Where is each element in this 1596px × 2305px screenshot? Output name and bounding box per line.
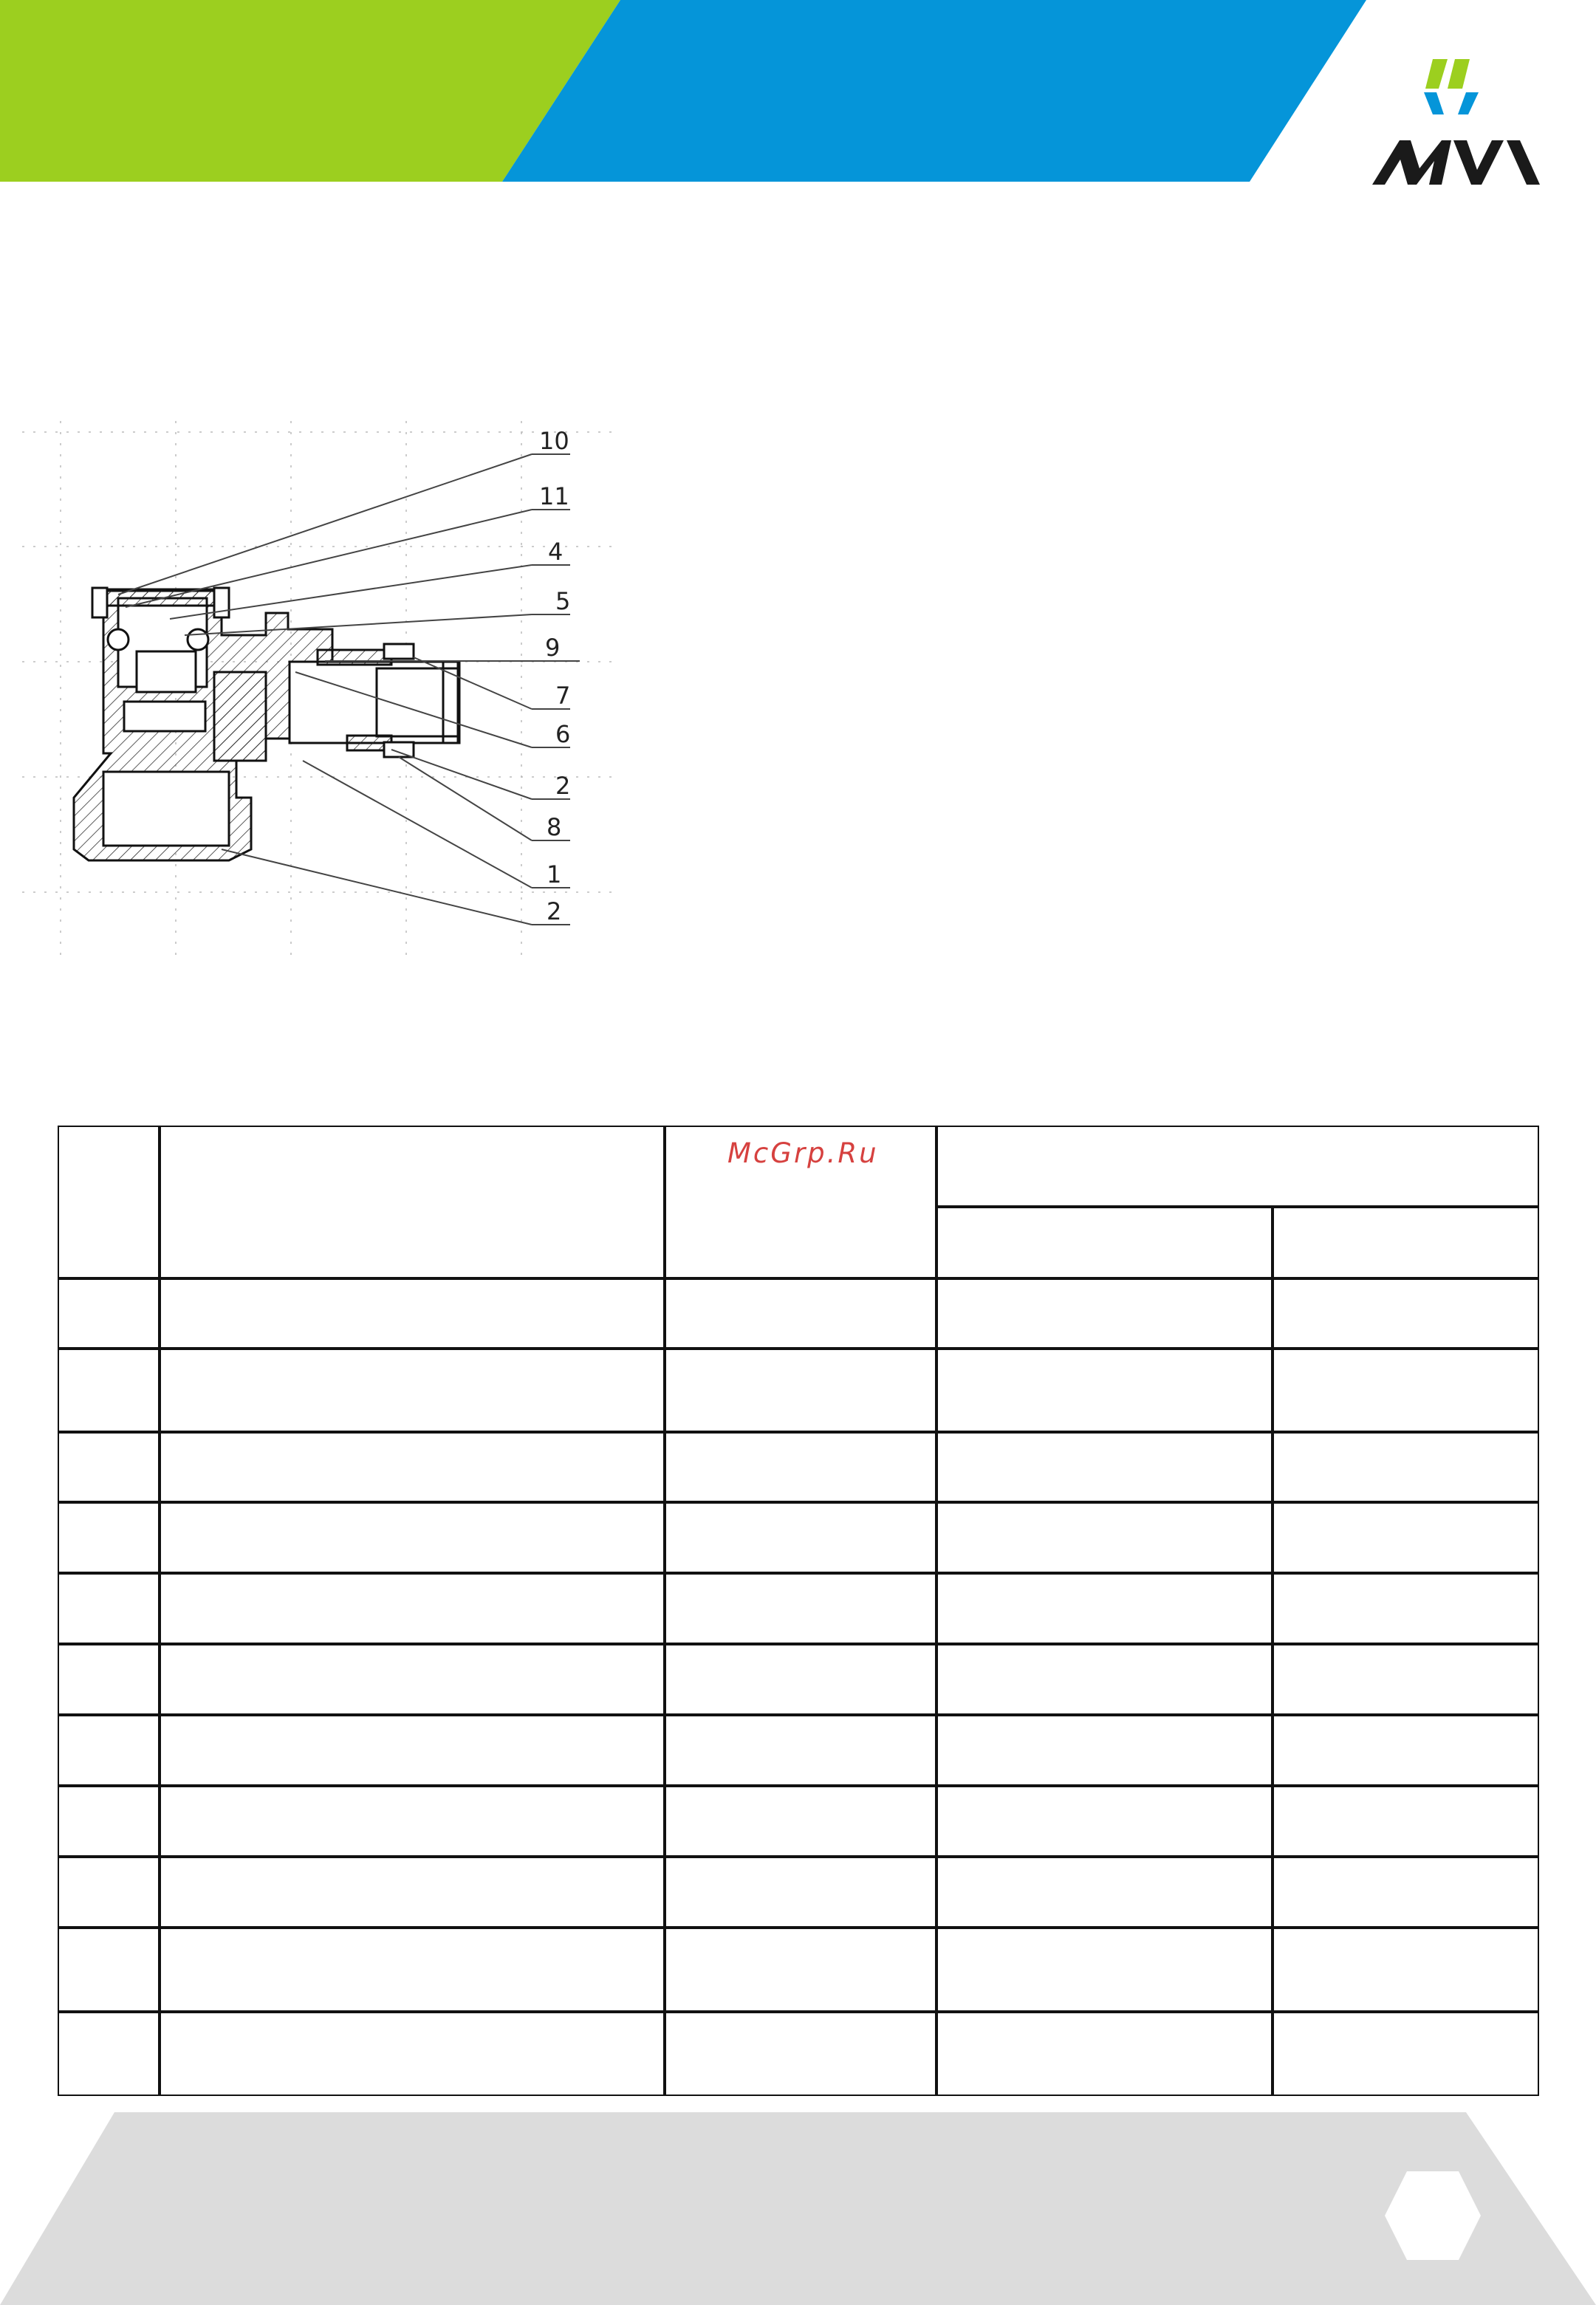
- callout-6: 6: [555, 720, 571, 748]
- callout-4: 4: [548, 538, 564, 566]
- callout-9: 9: [545, 634, 561, 662]
- header-blue-stripe: [502, 0, 1366, 182]
- footer-gray-shape: [0, 2112, 1596, 2305]
- callout-labels: [539, 427, 570, 925]
- watermark: McGrp.Ru: [727, 1137, 879, 1169]
- parts-table: [58, 1126, 1539, 2096]
- mvi-wordmark: [1372, 140, 1540, 185]
- callout-11: 11: [539, 482, 569, 510]
- mvi-chevron-icon: [1424, 59, 1479, 114]
- callout-2a: 2: [555, 772, 571, 800]
- callout-8: 8: [547, 813, 562, 841]
- callout-1: 1: [547, 860, 562, 888]
- callout-2b: 2: [547, 897, 562, 925]
- header-band: [0, 0, 1596, 185]
- callout-7: 7: [555, 682, 571, 710]
- footer-band: [0, 2112, 1596, 2305]
- callout-10: 10: [539, 427, 569, 455]
- table-border: [58, 1126, 1539, 2096]
- valve-body: [74, 588, 459, 860]
- callout-5: 5: [555, 587, 571, 615]
- brand-logo: [1359, 44, 1551, 192]
- cross-section-drawing: [0, 414, 665, 975]
